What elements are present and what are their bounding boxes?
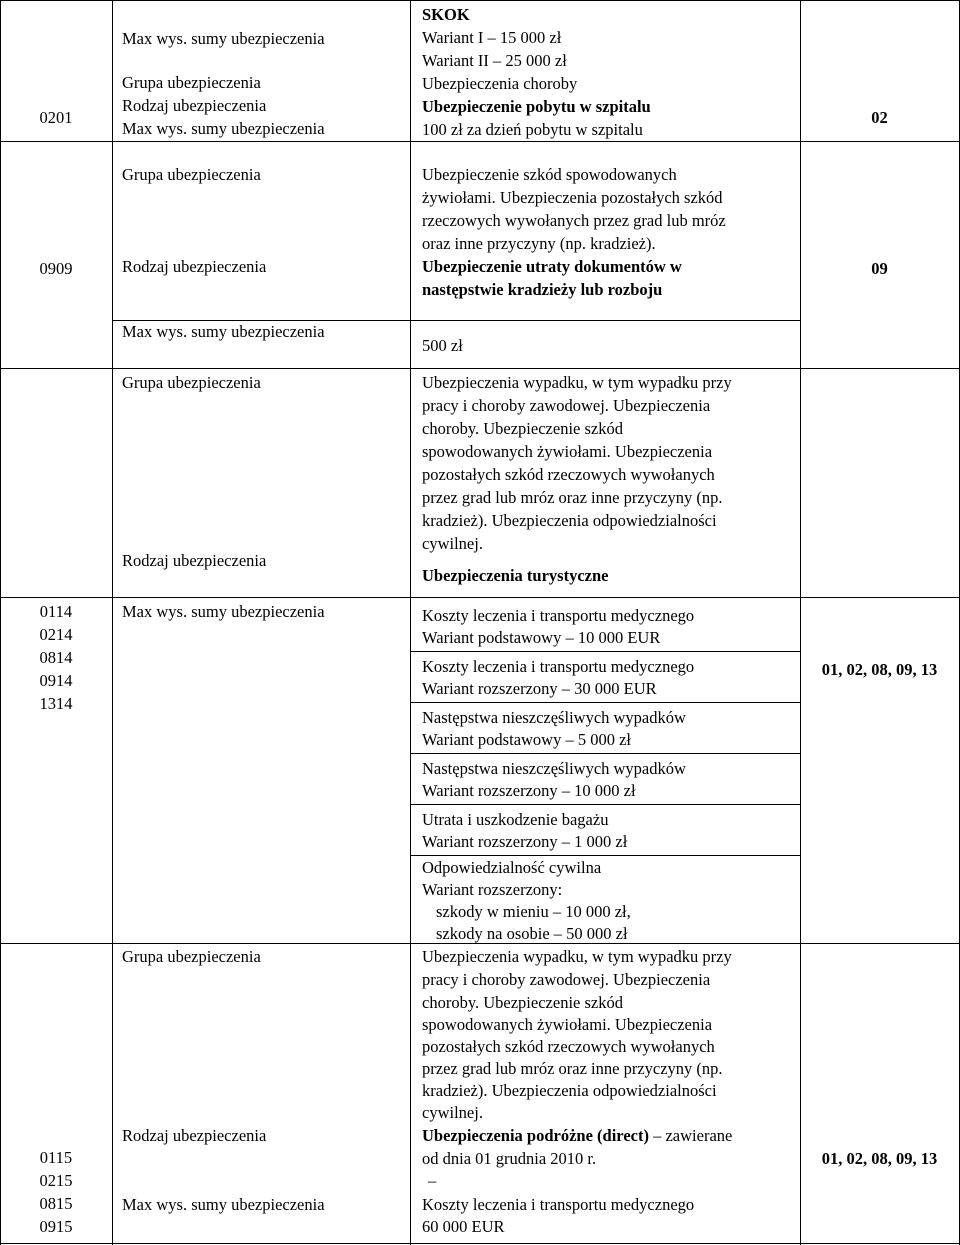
block3-code-5: 1314 xyxy=(39,694,73,713)
block1-code: 0201 xyxy=(39,108,73,127)
block3-item3-line2: Wariant podstawowy – 5 000 zł xyxy=(422,730,632,749)
block4-label-max: Max wys. sumy ubezpieczenia xyxy=(122,1195,325,1214)
block1-header: SKOK xyxy=(422,5,470,24)
block1-number: 02 xyxy=(871,108,888,127)
row-border-b3-item3 xyxy=(410,753,800,754)
block3-number: 01, 02, 08, 09, 13 xyxy=(821,660,938,679)
block1-label-1: Max wys. sumy ubezpieczenia xyxy=(122,29,325,48)
block3-group-line-6: przez grad lub mróz oraz inne przyczyny (np. xyxy=(422,488,723,507)
block1-label-2: Grupa ubezpieczenia xyxy=(122,73,261,92)
block2-code: 0909 xyxy=(39,259,73,278)
block1-value-5: 100 zł za dzień pobytu w szpitalu xyxy=(422,120,643,139)
row-border-b1 xyxy=(0,141,960,142)
block4-group-line-7: kradzież). Ubezpieczenia odpowiedzialności xyxy=(422,1081,717,1100)
row-border-top xyxy=(0,0,960,1)
block2-group-line-3: rzeczowych wywołanych przez grad lub mróz xyxy=(422,211,726,230)
block4-group-line-6: przez grad lub mróz oraz inne przyczyny (np. xyxy=(422,1059,723,1078)
block4-group-line-3: choroby. Ubezpieczenie szkód xyxy=(422,993,623,1012)
block4-label-kind: Rodzaj ubezpieczenia xyxy=(122,1126,267,1145)
block3-code-4: 0914 xyxy=(39,671,73,690)
block2-number: 09 xyxy=(871,259,888,278)
row-border-b3-kind xyxy=(0,597,960,598)
row-border-b2 xyxy=(0,368,960,369)
block4-group-line-4: spowodowanych żywiołami. Ubezpieczenia xyxy=(422,1015,713,1034)
block3-group-line-2: pracy i choroby zawodowej. Ubezpieczenia xyxy=(422,396,711,415)
block2-group-line-2: żywiołami. Ubezpieczenia pozostałych szkód xyxy=(422,188,723,207)
col-border-1 xyxy=(112,0,113,1245)
block1-label-3: Rodzaj ubezpieczenia xyxy=(122,96,267,115)
block3-item6-line2: Wariant rozszerzony: xyxy=(422,880,563,899)
block2-label-group: Grupa ubezpieczenia xyxy=(122,165,261,184)
block4-code-1: 0115 xyxy=(39,1148,73,1167)
block3-item1-line1: Koszty leczenia i transportu medycznego xyxy=(422,606,695,625)
block4-max-line-2: 60 000 EUR xyxy=(422,1217,505,1236)
block4-code-4: 0915 xyxy=(39,1217,73,1236)
block3-item5-line2: Wariant rozszerzony – 1 000 zł xyxy=(422,832,628,851)
block4-label-group: Grupa ubezpieczenia xyxy=(122,947,261,966)
block1-value-2: Wariant II – 25 000 zł xyxy=(422,51,567,70)
block1-label-4: Max wys. sumy ubezpieczenia xyxy=(122,119,325,138)
block2-label-max: Max wys. sumy ubezpieczenia xyxy=(122,322,325,341)
block2-max-value: 500 zł xyxy=(422,336,463,355)
block2-label-kind: Rodzaj ubezpieczenia xyxy=(122,257,267,276)
block3-item3-line1: Następstwa nieszczęśliwych wypadków xyxy=(422,708,686,727)
block3-label-max: Max wys. sumy ubezpieczenia xyxy=(122,602,325,621)
block4-code-2: 0215 xyxy=(39,1171,73,1190)
block3-item2-line1: Koszty leczenia i transportu medycznego xyxy=(422,657,695,676)
block4-group-line-2: pracy i choroby zawodowej. Ubezpieczenia xyxy=(422,970,711,989)
block3-item2-line2: Wariant rozszerzony – 30 000 EUR xyxy=(422,679,657,698)
col-border-3 xyxy=(800,0,801,1245)
block3-group-line-8: cywilnej. xyxy=(422,534,483,553)
block3-group-line-3: choroby. Ubezpieczenie szkód xyxy=(422,419,623,438)
block2-group-line-4: oraz inne przyczyny (np. kradzież). xyxy=(422,234,656,253)
block1-value-4: Ubezpieczenie pobytu w szpitalu xyxy=(422,97,651,116)
block3-item4-line1: Następstwa nieszczęśliwych wypadków xyxy=(422,759,686,778)
block2-kind-line-2: następstwie kradzieży lub rozboju xyxy=(422,280,663,299)
block3-group-line-4: spowodowanych żywiołami. Ubezpieczenia xyxy=(422,442,713,461)
block4-max-line-1: Koszty leczenia i transportu medycznego xyxy=(422,1195,695,1214)
block4-number: 01, 02, 08, 09, 13 xyxy=(821,1149,938,1168)
block3-code-2: 0214 xyxy=(39,625,73,644)
block3-kind-value: Ubezpieczenia turystyczne xyxy=(422,566,609,585)
block4-kind-bold: Ubezpieczenia podróżne (direct) xyxy=(422,1126,649,1145)
block3-label-kind: Rodzaj ubezpieczenia xyxy=(122,551,267,570)
col-border-2 xyxy=(410,0,411,1245)
block4-group-line-1: Ubezpieczenia wypadku, w tym wypadku przy xyxy=(422,947,732,966)
block3-group-line-1: Ubezpieczenia wypadku, w tym wypadku przy xyxy=(422,373,732,392)
row-border-bottom xyxy=(0,1243,960,1244)
block4-kind-line-1 xyxy=(422,1125,732,1147)
block3-item5-line1: Utrata i uszkodzenie bagażu xyxy=(422,810,609,829)
block2-group-line-1: Ubezpieczenie szkód spowodowanych xyxy=(422,165,677,184)
block4-kind-rest: – zawierane xyxy=(648,1126,733,1145)
block1-value-1: Wariant I – 15 000 zł xyxy=(422,28,562,47)
row-border-b3-item4 xyxy=(410,804,800,805)
block4-group-line-8: cywilnej. xyxy=(422,1103,483,1122)
block3-item4-line2: Wariant rozszerzony – 10 000 zł xyxy=(422,781,636,800)
block3-code-3: 0814 xyxy=(39,648,73,667)
block3-group-line-7: kradzież). Ubezpieczenia odpowiedzialności xyxy=(422,511,717,530)
row-border-b3-item1 xyxy=(410,651,800,652)
block1-value-3: Ubezpieczenia choroby xyxy=(422,74,578,93)
block3-label-group: Grupa ubezpieczenia xyxy=(122,373,261,392)
block2-kind-line-1: Ubezpieczenie utraty dokumentów w xyxy=(422,257,682,276)
block4-code-3: 0815 xyxy=(39,1194,73,1213)
block3-item6-line3: szkody w mieniu – 10 000 zł, xyxy=(436,902,631,921)
block4-group-line-5: pozostałych szkód rzeczowych wywołanych xyxy=(422,1037,715,1056)
block3-item6-line1: Odpowiedzialność cywilna xyxy=(422,858,602,877)
block4-kind-line-2: od dnia 01 grudnia 2010 r. xyxy=(422,1149,597,1168)
block3-item1-line2: Wariant podstawowy – 10 000 EUR xyxy=(422,628,661,647)
block3-code-1: 0114 xyxy=(39,602,73,621)
row-border-b3-item2 xyxy=(410,702,800,703)
block4-kind-line-3: – xyxy=(428,1171,437,1190)
block3-item6-line4: szkody na osobie – 50 000 zł xyxy=(436,924,628,943)
block3-group-line-5: pozostałych szkód rzeczowych wywołanych xyxy=(422,465,715,484)
row-border-b3-item5 xyxy=(410,855,800,856)
